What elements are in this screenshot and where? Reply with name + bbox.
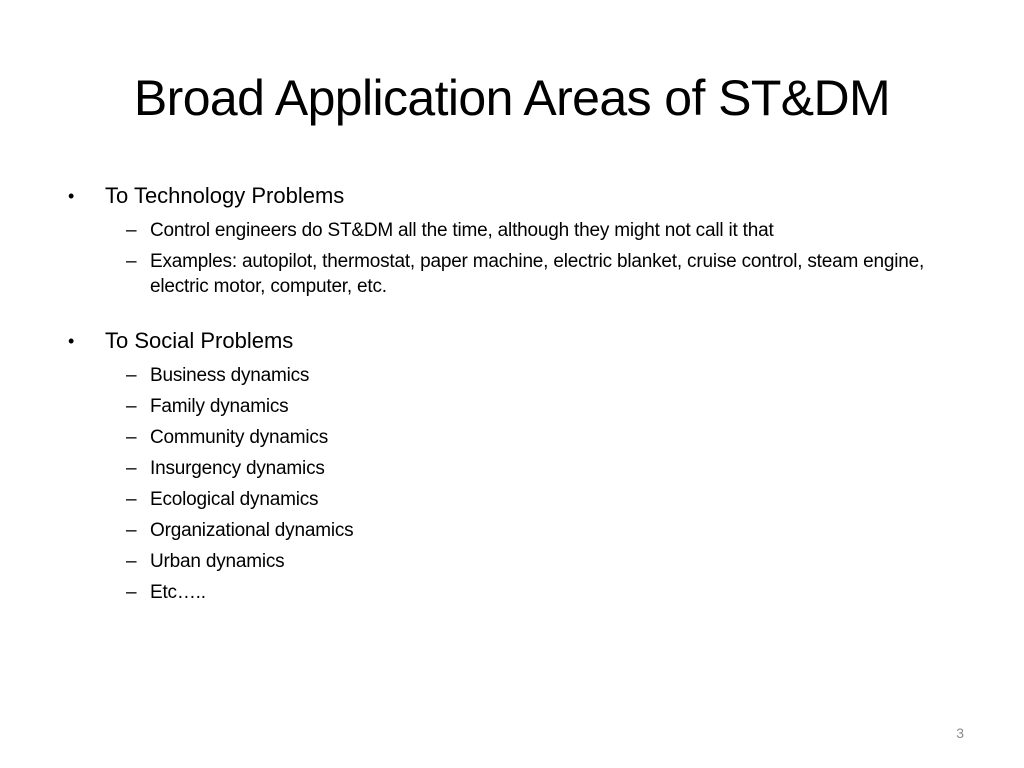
sub-bullet-label: Organizational dynamics bbox=[150, 520, 354, 541]
sub-bullet-item bbox=[68, 549, 968, 574]
dash-icon: – bbox=[126, 251, 137, 272]
page-number: 3 bbox=[956, 725, 964, 741]
sub-bullet-item bbox=[68, 249, 968, 299]
sub-bullet-label: Ecological dynamics bbox=[150, 489, 319, 510]
dash-icon: – bbox=[126, 220, 137, 241]
bullet-icon: • bbox=[68, 186, 75, 206]
bullet-item-technology-problems bbox=[68, 180, 968, 212]
bullet-item-social-problems bbox=[68, 325, 968, 357]
dash-icon: – bbox=[126, 582, 137, 603]
sub-bullet-item bbox=[68, 487, 968, 512]
sub-bullet-item bbox=[68, 394, 968, 419]
sub-bullet-item bbox=[68, 425, 968, 450]
slide-content bbox=[68, 180, 968, 605]
bullet-item-label: To Technology Problems bbox=[105, 183, 345, 208]
sub-bullet-item bbox=[68, 580, 968, 605]
sub-bullet-item bbox=[68, 518, 968, 543]
dash-icon: – bbox=[126, 365, 137, 386]
sub-bullet-item bbox=[68, 363, 968, 388]
sub-bullet-label: Business dynamics bbox=[150, 365, 310, 386]
section-social-problems bbox=[68, 325, 968, 605]
sub-bullet-label: Urban dynamics bbox=[150, 551, 285, 572]
dash-icon: – bbox=[126, 427, 137, 448]
sub-bullet-label: Etc….. bbox=[150, 582, 206, 603]
bullet-icon: • bbox=[68, 331, 75, 351]
bullet-item-label: To Social Problems bbox=[105, 328, 294, 353]
section-technology-problems bbox=[68, 180, 968, 299]
dash-icon: – bbox=[126, 458, 137, 479]
sub-bullet-label: Examples: autopilot, thermostat, paper machine, electric blanket, cruise control, steam engine, electric motor, computer, etc. bbox=[150, 251, 925, 297]
sub-bullet-item bbox=[68, 218, 968, 243]
dash-icon: – bbox=[126, 489, 137, 510]
slide-title: Broad Application Areas of ST&DM bbox=[133, 70, 891, 126]
dash-icon: – bbox=[126, 396, 137, 417]
dash-icon: – bbox=[126, 551, 137, 572]
sub-bullet-label: Community dynamics bbox=[150, 427, 329, 448]
sub-bullet-label: Family dynamics bbox=[150, 396, 289, 417]
dash-icon: – bbox=[126, 520, 137, 541]
sub-bullet-label: Insurgency dynamics bbox=[150, 458, 325, 479]
sub-bullet-label: Control engineers do ST&DM all the time, although they might not call it that bbox=[150, 220, 774, 241]
sub-bullet-item bbox=[68, 456, 968, 481]
